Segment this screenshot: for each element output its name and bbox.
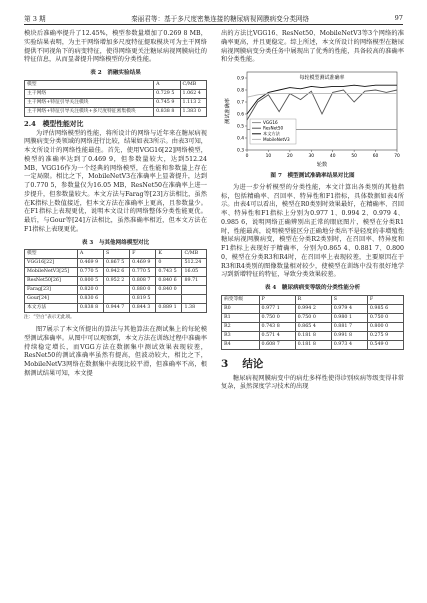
left-column [24,30,207,379]
running-title: 秦丽君等：基于多尺度密集连接的糖尿病视网膜病变分类网络 [131,15,310,23]
table-cell: 0.994 2 [295,304,331,313]
table-cell: R1 [222,313,260,322]
table-cell: 89.71 [182,277,207,286]
table-cell: 0.808 7 [130,277,156,286]
table-cell: 0.977 1 [259,304,295,313]
table-cell: 0.770 5 [130,268,156,277]
table-cell: 0.979 4 [331,304,367,313]
table-cell: 1.113 2 [180,98,206,107]
table-row [25,89,207,98]
paragraph-left-2: 为评估网络模型的性能，将所设计的网络与近年来在糖尿病视网膜病变分类领域的网络进行比较，结果如表3所示。由表3可知，本文所设计的网络性能最佳。首先，使用VGG16[22]网络模型，模型的准确率达到了0.469 9，但参数量较大，达到512.24 MB，VGG16作为一个经典的网络模型，在性能和参数量上存在一定局限。相比之下，MobileNetV3在准确率上显著提升，达到了0.770 5，参数量仅为16.05 MB，ResNet50在准确率上进一步提升，但参数量较大。本文方法与Farag等[23]方法相比，虽然在K指标上数值接近，但本文方法在准确率上更高，且参数量少。在F1指标上表现更优，说明本文设计的网络整体分类性能更优。最后，与Gour等[24]方法相比，虽然准确率相近，但本文方法在F1指标上表现更优。 [24,129,207,233]
table-cell: 0.750 0 [367,313,403,322]
table-cell: 主干网络+特征引导关注模块 [25,98,154,107]
x-tick-label: 20 [287,154,293,159]
table-cell: 0 [156,259,182,268]
table-cell: 0.820 0 [77,286,103,295]
table-4-caption: 表 4 糖尿病病变等级的分类性能分析 [264,285,361,291]
y-tick-label: 0.5 [237,124,244,130]
table-cell: 0.952 2 [104,277,130,286]
table-cell: 0.880 0 [130,286,156,295]
table-4 [221,295,404,350]
table-3-header: A [77,250,103,259]
section-heading-2-4: 2.4 模型性能对比 [24,119,84,128]
table-cell: 0.469 9 [77,259,103,268]
table-cell: 0.865 4 [295,322,331,331]
x-tick-label: 60 [372,154,379,159]
x-tick-label: 70 [394,154,400,159]
table-row [222,304,404,313]
table-cell: 0.770 5 [77,268,103,277]
table-3-header: C/MB [182,250,207,259]
y-tick-label: 0.3 [237,148,244,154]
paragraph-right-1: 出的方法比VGG16、ResNet50、MobileNetV3等3个网络的准确率更高，并且更稳定。综上所述，本文所设计的网络模型在糖尿病视网膜病变分类任务中展现出了优秀的性能，具备较高的准确率和分类性能。 [221,30,404,64]
table-2-caption: 表 2 消融实验结果 [90,70,141,76]
table-row [25,259,207,268]
table-cell [156,295,182,304]
table-4-header: P [259,295,295,304]
table-cell: 0.985 6 [367,304,403,313]
table-cell: 1.383 0 [180,107,206,116]
table-cell [182,295,207,304]
table-cell: R0 [222,304,260,313]
table-cell: 本文方法 [25,304,78,313]
x-axis-label: 轮数 [316,162,328,168]
table-cell: Gour[24] [25,295,78,304]
paragraph-left-3: 图7展示了本文所提出的算法与其他算法在测试集上的每轮模型测试准确率。从图中可以观察到，本文方法在训练过程中准确率持续稳定增长，而VGG方法在数据集中测试效果表现较差，ResNet50的测试准确率虽然有提高，但波动较大，相比之下，MobileNetV3网络在数据集中表现比较平滑，但准确率不高，根据测试结果可知，本文提 [24,326,207,377]
table-3-note: 注：“空白”表示无此项。 [24,315,75,321]
table-cell: 0.980 1 [331,313,367,322]
table-3 [24,249,207,313]
table-3-caption: 表 3 与其他网络模型对比 [81,239,150,246]
chart-title: 每轮模型测试准确率 [299,75,345,81]
table-2 [24,80,207,117]
table-cell: MobileNetV3[25] [25,268,78,277]
table-cell: 0.800 5 [77,277,103,286]
table-cell: 0.571 4 [259,331,295,340]
table-cell: 0.275 9 [367,331,403,340]
x-tick-label: 10 [265,154,272,159]
table-3-header: 模型 [25,250,78,259]
section-number: 3 [221,357,229,370]
table-cell: 0.608 7 [259,340,295,349]
table-cell: 1.38 [182,304,207,313]
y-tick-label: 0.6 [237,112,244,118]
table-cell: 0.181 8 [295,340,331,349]
table-cell [104,295,130,304]
table-cell: 0.469 9 [130,259,156,268]
table-cell: Farag[23] [25,286,78,295]
x-tick-label: 30 [308,154,315,159]
table-cell: ResNet50[26] [25,277,78,286]
table-cell: 0.745 9 [154,98,180,107]
legend-label: MobileNetV3 [263,136,290,142]
table-4-header: R [295,295,331,304]
table-cell: 0.889 1 [156,304,182,313]
table-3-header: S [104,250,130,259]
table-cell: R2 [222,322,260,331]
accuracy-line-chart [221,68,404,170]
paragraph-right-2: 为进一步分析模型的分类性能，本文计算出各类别的其他指标，包括精确率、召回率、特异性和F1指标，具体数据如表4所示。由表4可以看出，模型在R0类别时效果最好，在精确率、召回率、特异性和F1指标上分别为0.977 1、0.994 2、0.979 4、0.985 6，说明网络正确辨别出正常的眼底图片，模型在分类R1时，性能最高，说明模型能区分正确地分类出不是轻度的非增殖性糖尿病视网膜病变，模型在分类R2类别时，在召回率、特异度和F1指标上表现好于精确率，分别为0.865 4、0.881 7、0.800 0，模型在分类R3和R4时，在召回率上表现较差，主要原因在于R3和R4类别的图像数量相对较少，使模型在训练中没有很好地学习到新增特征的特征，导致分类效果较差。 [221,183,404,279]
x-tick-label: 0 [245,154,249,159]
table-4-header: 病变等级 [222,295,260,304]
table-cell: 0.838 8 [77,304,103,313]
table-cell [104,286,130,295]
table-row [25,304,207,313]
table-row [222,331,404,340]
table-cell: 0.838 8 [154,107,180,116]
table-4-header: F [367,295,403,304]
table-cell: 主干网络 [25,89,154,98]
figure-7-caption: 图 7 模型测试准确率结果对比图 [270,173,355,179]
table-cell: 0.973 4 [331,340,367,349]
y-tick-label: 0.9 [237,76,244,82]
table-2-header: 模型 [25,80,154,89]
table-cell: 0.840 0 [156,286,182,295]
table-cell: 0.840 6 [156,277,182,286]
table-cell: 0.181 8 [295,331,331,340]
y-tick-label: 0.7 [237,100,244,106]
legend-label: ResNet50 [263,125,284,131]
y-tick-label: 0.4 [237,136,244,142]
table-cell: 0.743 5 [156,268,182,277]
table-3-header: K [156,250,182,259]
table-cell: 0.549 0 [367,340,403,349]
legend-label: 本文方法 [263,131,280,137]
y-axis-label: 测试准确率 [225,98,231,124]
table-2-header: C/MB [180,80,206,89]
table-row [222,313,404,322]
table-4-header: S [331,295,367,304]
table-2-header: A [154,80,180,89]
table-row [25,286,207,295]
table-cell: VGG16[22] [25,259,78,268]
table-cell: 0.944 7 [104,304,130,313]
paragraph-right-3: 糖尿病视网膜病变中的病灶多样性使得诊别疾病等级变得非常复杂，虽然深度学习技术的出现 [221,374,404,391]
table-cell: 0.750 0 [259,313,295,322]
paragraph-left-1: 模块后准确率提升了12.45%，模型参数量增加了0.269 8 MB，实验结果表明，为主干网络增加多尺度特征提取模块可为主干网络提供不同视角下的病变特征，使得网络更关注糖尿病视网膜病灶的特征信息，从而显著提升网络模型的分类性能。 [24,30,207,64]
table-cell: R4 [222,340,260,349]
table-row [25,98,207,107]
table-cell: 0.881 7 [331,322,367,331]
x-tick-label: 50 [351,154,357,159]
table-row [222,322,404,331]
table-row [25,107,207,116]
legend-label: VGG16 [263,120,278,125]
section-heading-3 [221,357,404,370]
table-cell [182,286,207,295]
table-row [25,277,207,286]
figure-7 [221,68,404,170]
table-cell: 16.05 [182,268,207,277]
table-cell: 0.729 5 [154,89,180,98]
table-row [25,295,207,304]
table-cell: 1.062 4 [180,89,206,98]
table-cell: 0.830 6 [77,295,103,304]
y-tick-label: 0.8 [237,88,244,94]
table-row [25,268,207,277]
table-row [222,340,404,349]
table-cell: 512.24 [182,259,207,268]
section-title: 结论 [242,357,264,370]
running-header [24,12,403,25]
table-cell: 0.750 0 [295,313,331,322]
table-cell: 0.819 5 [130,295,156,304]
table-cell: 0.942 6 [104,268,130,277]
table-cell: 0.867 5 [104,259,130,268]
table-cell: 0.800 0 [367,322,403,331]
right-column [221,30,404,392]
table-cell: 主干网络+特征引导关注模块+多尺度特征密集模块 [25,107,154,116]
x-tick-label: 40 [329,154,336,159]
table-cell: R3 [222,331,260,340]
table-3-header: F [130,250,156,259]
table-cell: 0.743 8 [259,322,295,331]
issue-number: 第 3 期 [24,15,46,23]
table-cell: 0.844 3 [130,304,156,313]
page-number: 97 [394,14,403,22]
table-cell: 0.991 8 [331,331,367,340]
